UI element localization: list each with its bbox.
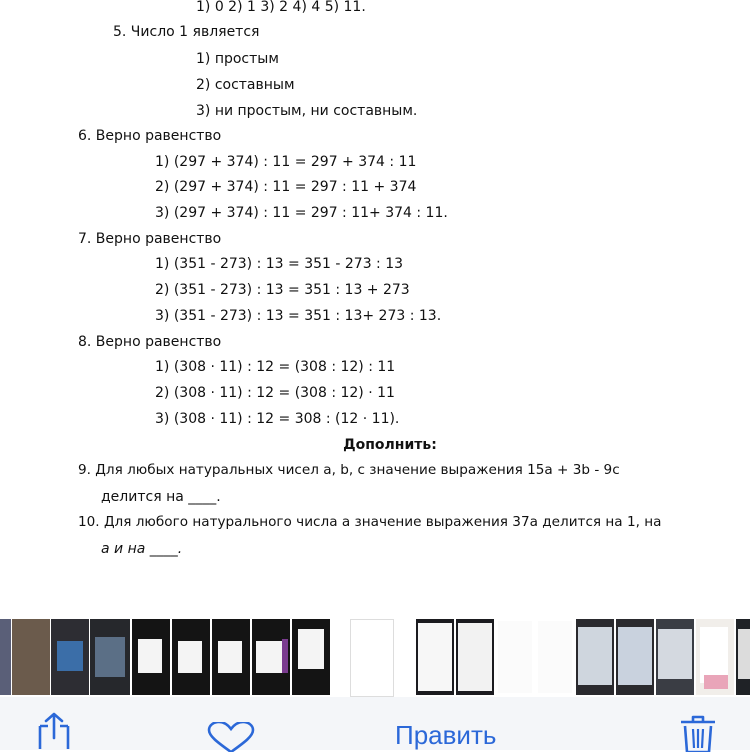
q6-option-3: 3) (297 + 374) : 11 = 297 : 11+ 374 : 11. [155,205,448,221]
thumbnail[interactable] [90,619,130,695]
question-10-continuation: a и на ____. [101,541,183,557]
thumbnail[interactable] [696,619,734,695]
question-5-title: 5. Число 1 является [113,24,260,40]
question-9-continuation: делится на ____. [101,489,221,505]
thumbnail[interactable] [416,619,454,695]
q5-option-2: 2) составным [196,77,295,93]
thumbnail[interactable] [656,619,694,695]
q8-option-2: 2) (308 · 11) : 12 = (308 : 12) · 11 [155,385,395,401]
question-7-title: 7. Верно равенство [78,231,222,247]
q6-option-2: 2) (297 + 374) : 11 = 297 : 11 + 374 [155,179,417,195]
thumbnail[interactable] [736,619,750,695]
heart-icon[interactable] [207,722,255,752]
q5-option-1: 1) простым [196,51,279,67]
question-8-title: 8. Верно равенство [78,334,222,350]
thumbnail[interactable] [212,619,250,695]
question-6-title: 6. Верно равенство [78,128,222,144]
q5-option-3: 3) ни простым, ни составным. [196,103,418,119]
q7-option-1: 1) (351 - 273) : 13 = 351 - 273 : 13 [155,256,404,272]
thumbnail[interactable] [0,619,11,695]
thumbnail[interactable] [616,619,654,695]
q7-option-2: 2) (351 - 273) : 13 = 351 : 13 + 273 [155,282,410,298]
q8-option-3: 3) (308 · 11) : 12 = 308 : (12 · 11). [155,411,400,427]
thumbnail[interactable] [132,619,170,695]
q7-option-3: 3) (351 - 273) : 13 = 351 : 13+ 273 : 13. [155,308,442,324]
edit-button[interactable]: Править [395,720,497,750]
answer-options-line: 1) 0 2) 1 3) 2 4) 4 5) 11. [196,0,366,15]
question-10-text: 10. Для любого натурального числа a значение выражения 37a делится на 1, на [78,514,662,530]
trash-icon[interactable] [678,714,718,752]
q8-option-1: 1) (308 · 11) : 12 = (308 : 12) : 11 [155,359,396,375]
share-icon[interactable] [34,712,74,750]
thumbnail[interactable] [496,619,534,695]
thumbnail[interactable] [456,619,494,695]
question-9-text: 9. Для любых натуральных чисел a, b, c значение выражения 15a + 3b - 9c [78,462,620,478]
thumbnail[interactable] [292,619,330,695]
thumbnail[interactable] [576,619,614,695]
thumbnail[interactable] [536,619,574,695]
bottom-toolbar [0,697,750,750]
q6-option-1: 1) (297 + 374) : 11 = 297 + 374 : 11 [155,154,417,170]
thumbnail[interactable] [252,619,290,695]
thumbnail-selected[interactable] [350,619,394,697]
thumbnail-strip[interactable] [0,617,750,697]
thumbnail[interactable] [51,619,89,695]
thumbnail[interactable] [172,619,210,695]
section-heading: Дополнить: [343,437,437,453]
thumbnail[interactable] [12,619,50,695]
